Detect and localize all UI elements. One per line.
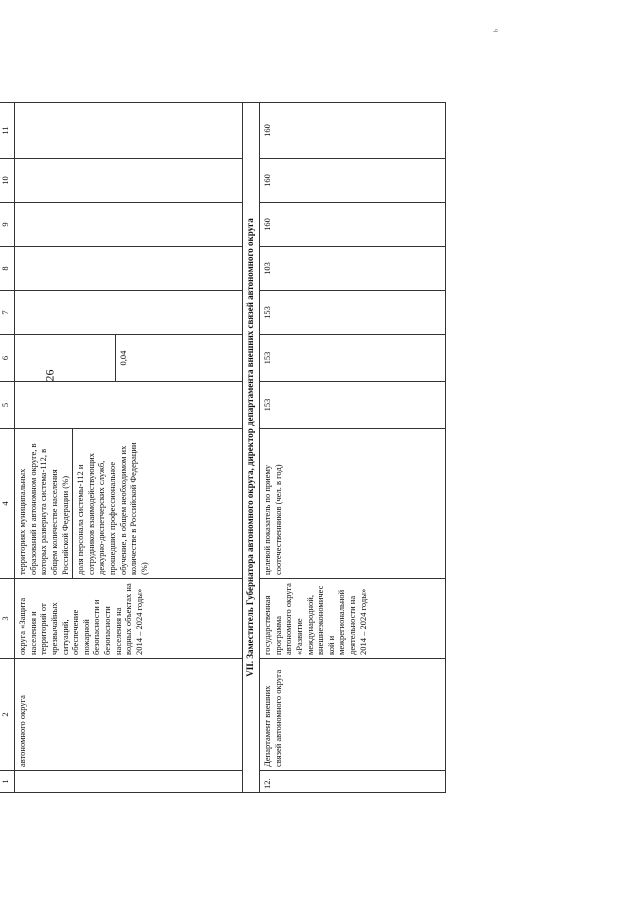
section-title: VII. Заместитель Губернатора автономного округа, директор департамента внешних связей автономного округа (243, 103, 260, 793)
row-number-cell: 12. (260, 771, 446, 793)
header-cell: 1 (0, 771, 15, 793)
header-cell: 8 (0, 247, 15, 291)
header-cell: 10 (0, 159, 15, 203)
value-cell: 160 (260, 159, 446, 203)
value-cell: 160 (260, 203, 446, 247)
header-cell: 3 (0, 579, 15, 659)
indicator-text-2: доля персонала системы-112 и сотрудников взаимодействующих дежурно-диспетчерских служб, прошедших профессиональное обучение, в общем необходимом их количестве в Российской Федерации (%) (72, 429, 149, 578)
value-cell (15, 103, 243, 159)
header-cell: 2 (0, 659, 15, 771)
header-row (0, 103, 15, 793)
indicator-cell (15, 429, 243, 579)
executor-cell: автономного округа (15, 659, 243, 771)
header-cell: 7 (0, 291, 15, 335)
value-cell: 160 (260, 103, 446, 159)
value-cell (15, 247, 243, 291)
value-cell-2: 0,04 (115, 335, 129, 381)
program-name-cell: государственная программа автономного округа «Развитие международной, внешнеэкономической и межрегиональной деятельности на 2014 – 2024 годы» (260, 579, 446, 659)
header-cell: 4 (0, 429, 15, 579)
header-cell: 9 (0, 203, 15, 247)
value-cell: 153 (260, 335, 446, 382)
value-cell: 153 (260, 291, 446, 335)
header-cell: 5 (0, 382, 15, 429)
executor-cell: Департамент внешних связей автономного округа (260, 659, 446, 771)
value-cell (15, 203, 243, 247)
value-cell (15, 382, 243, 429)
indicator-text-1: территориях муниципальных образований в автономном округе, в которых развернута система-112, в общем количестве населения Российской Федерации (%) (17, 443, 70, 575)
program-table (0, 102, 446, 793)
value-cell (15, 291, 243, 335)
value-cell: 153 (260, 382, 446, 429)
header-cell: 6 (0, 335, 15, 382)
value-cell (15, 335, 243, 382)
program-name-cell: округа «Защита населения и территорий от чрезвычайных ситуаций, обеспечение пожарной безопасности и безопасности населения на водных объектах на 2014 – 2024 годы» (15, 579, 243, 659)
page-number: 26 (42, 369, 57, 382)
indicator-cell: целевой показатель по приему соотечественников (чел. в год) (260, 429, 446, 579)
header-cell: 11 (0, 103, 15, 159)
table-row (260, 103, 446, 793)
table-row (15, 103, 243, 793)
value-cell (15, 159, 243, 203)
row-number-cell (15, 771, 243, 793)
side-mark: ь (490, 28, 500, 33)
section-row (243, 103, 260, 793)
value-cell: 103 (260, 247, 446, 291)
rotated-page (0, 103, 537, 793)
